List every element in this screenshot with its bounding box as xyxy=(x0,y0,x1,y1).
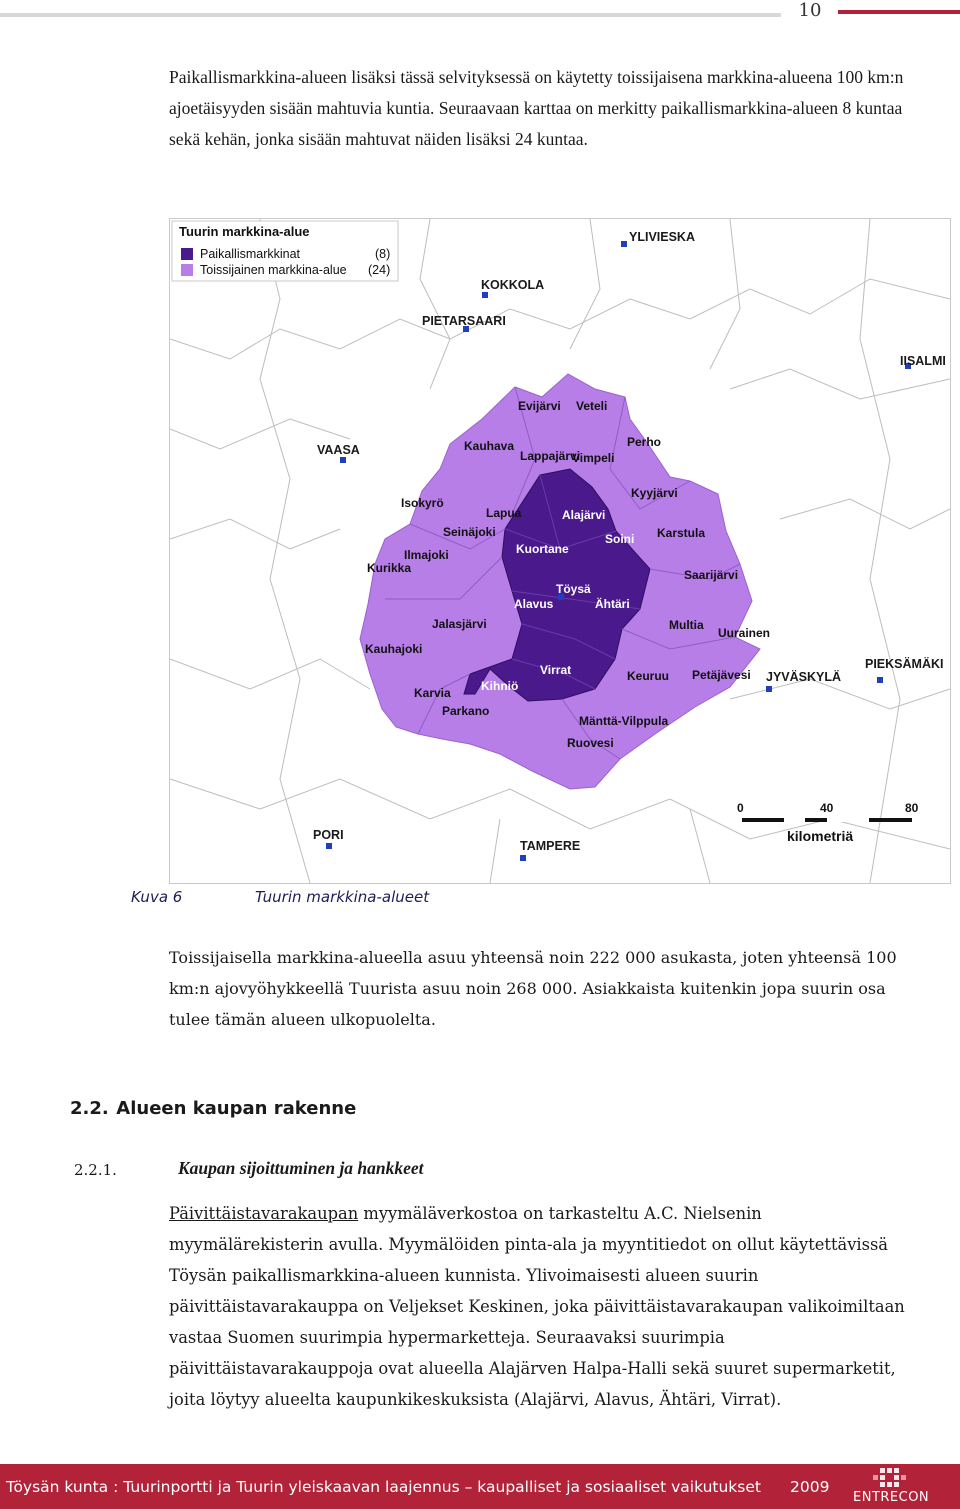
city-marker-vaasa xyxy=(340,457,346,463)
scale-tick-80: 80 xyxy=(905,801,919,815)
legend-label-secondary: Toissijainen markkina-alue xyxy=(200,263,347,277)
figure-number: Kuva 6 xyxy=(131,888,183,906)
scale-bar xyxy=(737,801,919,844)
muni-label: Kauhajoki xyxy=(365,642,423,656)
muni-label: Virrat xyxy=(540,663,572,677)
retail-term: Päivittäistavarakaupan xyxy=(169,1204,359,1223)
subsection-title: Kaupan sijoittuminen ja hankkeet xyxy=(178,1158,424,1178)
city-label-kokkola: KOKKOLA xyxy=(481,278,545,292)
legend-count-local: (8) xyxy=(375,247,391,261)
muni-label: Soini xyxy=(605,532,635,546)
footer-title: Töysän kunta : Tuurinportti ja Tuurin yleiskaavan laajennus – kaupalliset ja sosiaaliset vaikutukset xyxy=(6,1478,761,1496)
city-label-jyvaskyla: JYVÄSKYLÄ xyxy=(766,670,842,684)
muni-label: Kihniö xyxy=(481,679,519,693)
city-label-ylivieska: YLIVIESKA xyxy=(629,230,695,244)
scale-tick-40: 40 xyxy=(820,801,834,815)
city-marker-kokkola xyxy=(482,292,488,298)
scale-unit: kilometriä xyxy=(787,828,854,844)
muni-label: Kurikka xyxy=(367,561,412,575)
header-rule-accent xyxy=(838,10,960,14)
muni-label: Perho xyxy=(627,435,662,449)
scale-tick-0: 0 xyxy=(737,801,744,815)
muni-label: Veteli xyxy=(576,399,608,413)
retail-paragraph xyxy=(169,1198,914,1415)
market-area-map xyxy=(169,218,951,884)
legend-swatch-local xyxy=(181,248,193,260)
muni-label: Lapua xyxy=(486,506,522,520)
muni-label: Karstula xyxy=(657,526,706,540)
section-heading xyxy=(70,1098,356,1119)
city-label-pori: PORI xyxy=(313,828,344,842)
city-marker-pieksamaki xyxy=(877,677,883,683)
muni-label: Mänttä-Vilppula xyxy=(579,714,669,728)
header-rule-left xyxy=(0,13,781,17)
muni-label: Karvia xyxy=(414,686,451,700)
muni-label: Lappajärvi xyxy=(520,449,581,463)
city-marker-tampere xyxy=(520,855,526,861)
muni-label: Ilmajoki xyxy=(404,548,449,562)
intro-paragraph: Paikallismarkkina-alueen lisäksi tässä selvityksessä on käytetty toissijaisena markkina-alueena 100 km:n ajoetäisyyden sisään mahtuvia kuntia. Seuraavaan karttaa on merkitty paikallismarkkina-alueen 8 kuntaa sekä kehän, jonka sisään mahtuvat näiden lisäksi 24 kuntaa. xyxy=(169,67,904,149)
muni-label: Seinäjoki xyxy=(443,525,496,539)
city-label-iisalmi: IISALMI xyxy=(900,354,946,368)
logo-text: ENTRECON xyxy=(853,1490,930,1505)
muni-label: Multia xyxy=(669,618,704,632)
muni-label: Ähtäri xyxy=(595,597,630,611)
map-canvas xyxy=(170,219,950,883)
city-label-vaasa: VAASA xyxy=(317,443,360,457)
muni-label: Kyyjärvi xyxy=(631,486,678,500)
muni-label: Alajärvi xyxy=(562,508,606,522)
muni-label: Jalasjärvi xyxy=(432,617,487,631)
figure-caption: Tuurin markkina-alueet xyxy=(255,888,430,906)
muni-label: Isokyrö xyxy=(401,496,444,510)
muni-label: Kauhava xyxy=(464,439,515,453)
city-marker-pori xyxy=(326,843,332,849)
section-title: Alueen kaupan rakenne xyxy=(116,1098,357,1119)
page-number: 10 xyxy=(798,0,822,21)
legend-label-local: Paikallismarkkinat xyxy=(200,247,301,261)
city-marker-jyvaskyla xyxy=(766,686,772,692)
subsection-number: 2.2.1. xyxy=(74,1161,117,1179)
section-number: 2.2. xyxy=(70,1098,109,1119)
muni-label: Saarijärvi xyxy=(684,568,739,582)
muni-label: Petäjävesi xyxy=(692,668,751,682)
population-paragraph: Toissijaisella markkina-alueella asuu yhteensä noin 222 000 asukasta, joten yhteensä 100 km:n ajovyöhykkeellä Tuurista asuu noin 268 000. Asiakkaista kuitenkin jopa suurin osa tulee tämän alueen ulkopuolelta. xyxy=(169,948,897,1029)
muni-label: Keuruu xyxy=(627,669,669,683)
city-label-tampere: TAMPERE xyxy=(520,839,581,853)
map-legend xyxy=(172,221,398,281)
muni-label: Evijärvi xyxy=(518,399,561,413)
legend-swatch-secondary xyxy=(181,264,193,276)
footer-year: 2009 xyxy=(790,1478,830,1496)
muni-label: Uurainen xyxy=(718,626,771,640)
retail-text: myymäläverkostoa on tarkasteltu A.C. Nielsenin myymälärekisterin avulla. Myymälöiden pinta-ala ja myyntitiedot on ollut käytettävissä Töysän paikallismarkkina-alueen kunnista. Ylivoimaisesti alueen suurin päivittäistavarakauppa on Veljekset Keskinen, joka päivittäistavarakaupan valikoimiltaan vastaa Suomen suurimpia hypermarketteja. Seuraavaksi suurimpia päivittäistavarakauppoja ovat alueella Alajärven Halpa-Halli sekä suuret supermarketit, joita löytyy alueelta kaupunkikeskuksista (Alajärvi, Alavus, Ähtäri, Virrat). xyxy=(169,1204,905,1409)
legend-title: Tuurin markkina-alue xyxy=(179,224,310,239)
muni-label: Ruovesi xyxy=(567,736,614,750)
muni-label: Kuortane xyxy=(516,542,569,556)
muni-label: Vimpeli xyxy=(572,451,615,465)
city-label-pieksamaki: PIEKSÄMÄKI xyxy=(865,657,944,671)
muni-label: Töysä xyxy=(556,582,591,596)
legend-count-secondary: (24) xyxy=(368,263,391,277)
city-label-pietarsaari: PIETARSAARI xyxy=(422,314,506,328)
muni-label: Alavus xyxy=(514,597,554,611)
city-marker-ylivieska xyxy=(621,241,627,247)
muni-label: Parkano xyxy=(442,704,490,718)
